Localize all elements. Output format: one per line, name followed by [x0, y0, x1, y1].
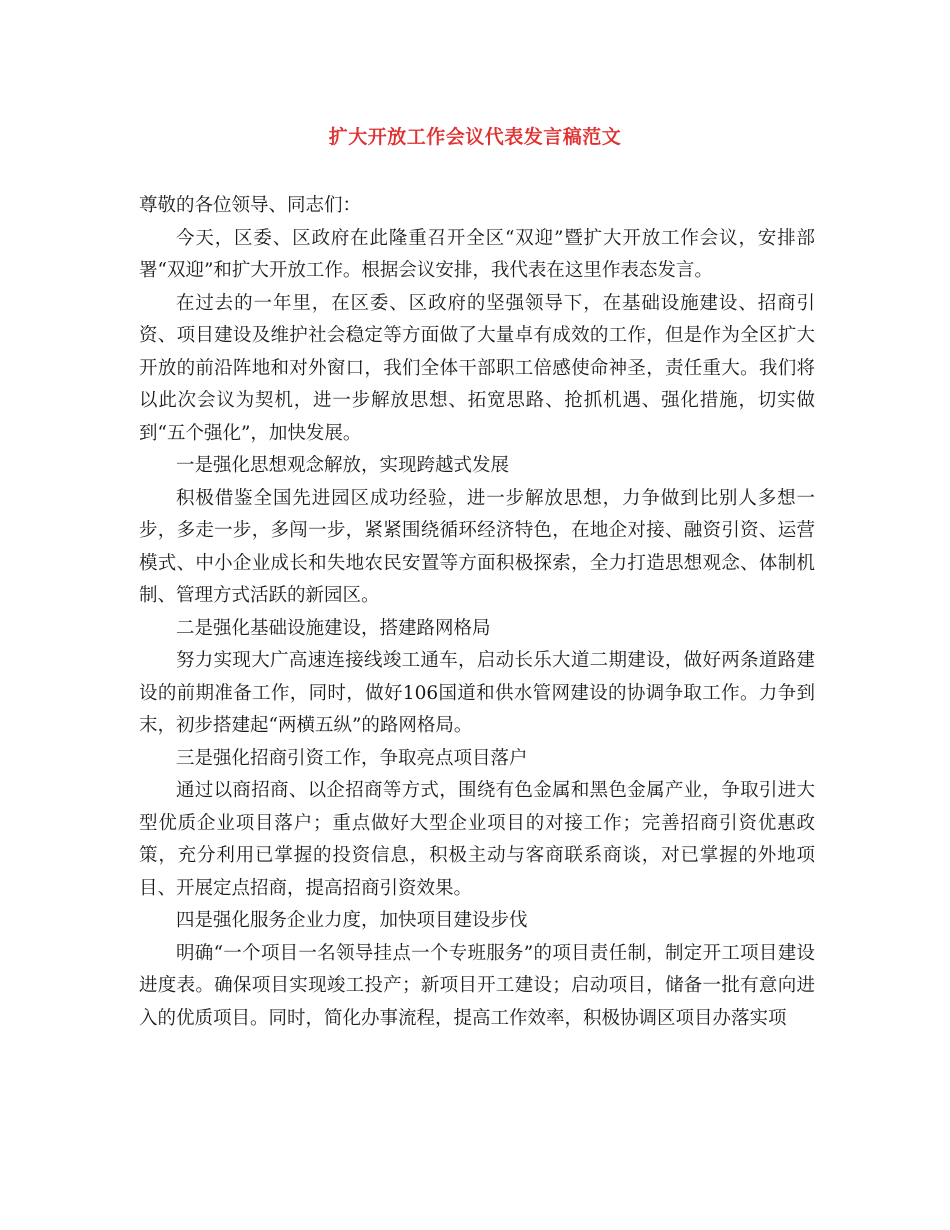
section-heading-1: 一是强化思想观念解放，实现跨越式发展	[176, 455, 510, 476]
salutation: 尊敬的各位领导、同志们：	[139, 195, 362, 216]
paragraph-opening: 今天，区委、区政府在此隆重召开全区“双迎”暨扩大开放工作会议，安排部署“双迎”和扩大开放工作。根据会议安排，我代表在这里作表态发言。	[139, 227, 815, 281]
section-heading-4: 四是强化服务企业力度，加快项目建设步伐	[176, 910, 528, 931]
section-heading-3: 三是强化招商引资工作，争取亮点项目落户	[176, 747, 528, 769]
paragraph-review: 在过去的一年里，在区委、区政府的坚强领导下，在基础设施建设、招商引资、项目建设及维护社会稳定等方面做了大量卓有成效的工作，但是作为全区扩大开放的前沿阵地和对外窗口，我们全体干部职工倍感使命神圣，责任重大。我们将以此次会议为契机，进一步解放思想、拓宽思路、抢抓机遇、强化措施，切实做到“五个强化”，加快发展。	[139, 292, 815, 444]
document-body	[139, 190, 815, 1035]
paragraph-section-3: 通过以商招商、以企招商等方式，围绕有色金属和黑色金属产业，争取引进大型优质企业项目落户；重点做好大型企业项目的对接工作；完善招商引资优惠政策，充分利用已掌握的投资信息，积极主动与客商联系商谈，对已掌握的外地项目、开展定点招商，提高招商引资效果。	[139, 780, 815, 899]
document-title: 扩大开放工作会议代表发言稿范文	[328, 126, 622, 148]
paragraph-section-4: 明确“一个项目一名领导挂点一个专班服务”的项目责任制，制定开工项目建设进度表。确保项目实现竣工投产；新项目开工建设；启动项目，储备一批有意向进入的优质项目。同时，简化办事流程，提高工作效率，积极协调区项目办落实项	[139, 942, 815, 1029]
paragraph-section-2: 努力实现大广高速连接线竣工通车，启动长乐大道二期建设，做好两条道路建设的前期准备工作，同时，做好106国道和供水管网建设的协调争取工作。力争到末，初步搭建起“两横五纵”的路网格局。	[139, 650, 815, 736]
paragraph-section-1: 积极借鉴全国先进园区成功经验，进一步解放思想，力争做到比别人多想一步，多走一步，多闯一步，紧紧围绕循环经济特色，在地企对接、融资引资、运营模式、中小企业成长和失地农民安置等方面积极探索，全力打造思想观念、体制机制、管理方式活跃的新园区。	[139, 487, 815, 606]
section-heading-2: 二是强化基础设施建设，搭建路网格局	[176, 617, 491, 639]
